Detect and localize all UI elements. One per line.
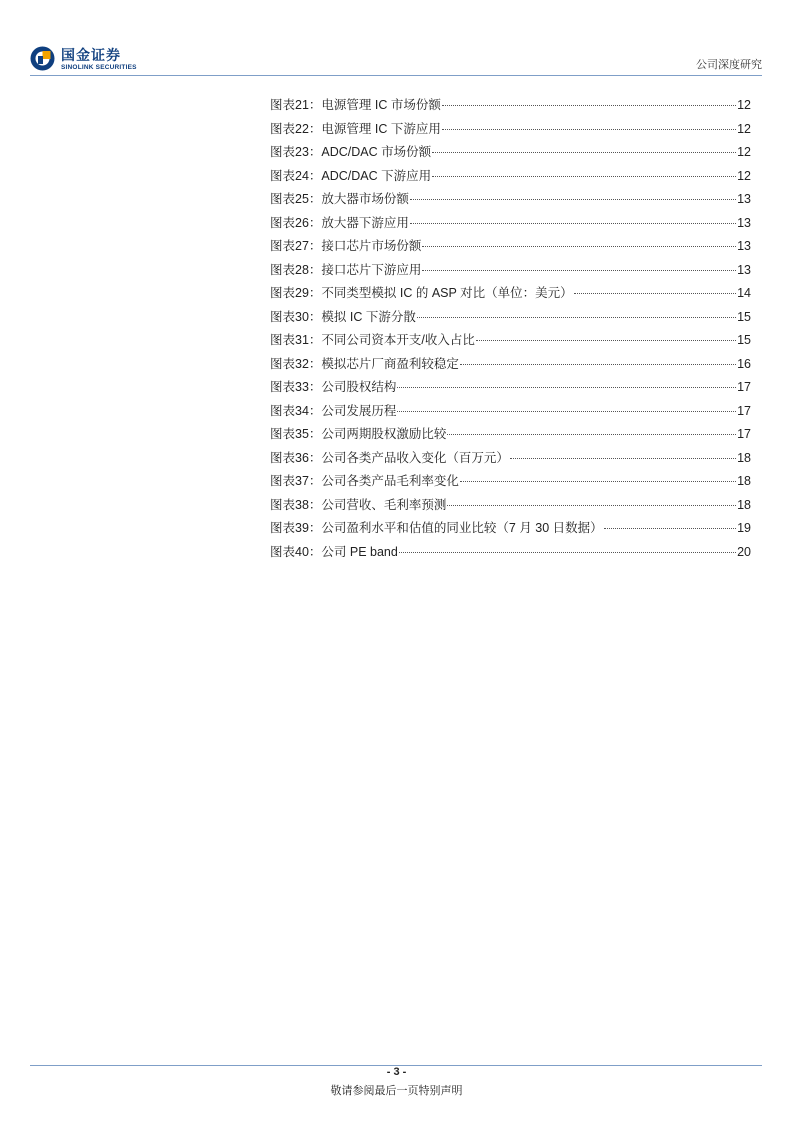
toc-entry-page: 18 — [737, 497, 751, 512]
toc-entry[interactable] — [270, 307, 751, 331]
company-logo — [30, 44, 160, 74]
logo-english-name: SINOLINK SECURITIES — [61, 64, 137, 71]
toc-entry-page: 18 — [737, 474, 751, 488]
toc-entry-label: 图表40：公司 PE band — [270, 544, 398, 559]
report-type-label: 公司深度研究 — [696, 59, 762, 71]
toc-dot-leader — [574, 293, 737, 294]
toc-entry-page: 18 — [737, 450, 751, 465]
toc-entry-page: 19 — [737, 521, 751, 535]
header-divider — [30, 75, 762, 76]
toc-entry-label: 图表26：放大器下游应用 — [270, 215, 409, 230]
toc-entry-page: 15 — [737, 333, 751, 347]
toc-entry[interactable] — [270, 142, 751, 166]
toc-entry[interactable] — [270, 236, 751, 260]
toc-entry-label: 图表28：接口芯片下游应用 — [270, 262, 422, 277]
toc-entry-label: 图表33：公司股权结构 — [270, 380, 397, 394]
toc-dot-leader — [442, 105, 736, 106]
toc-dot-leader — [476, 340, 736, 341]
toc-entry[interactable] — [270, 189, 751, 213]
toc-dot-leader — [510, 458, 736, 459]
toc-entry-label: 图表29：不同类型模拟 IC 的 ASP 对比（单位：美元） — [270, 286, 573, 300]
toc-entry-label: 图表39：公司盈利水平和估值的同业比较（7 月 30 日数据） — [270, 521, 603, 535]
toc-dot-leader — [422, 246, 736, 247]
toc-entry[interactable] — [270, 471, 751, 495]
toc-entry-label: 图表24：ADC/DAC 下游应用 — [270, 168, 432, 183]
page-number: - 3 - — [386, 1066, 407, 1078]
toc-entry-page: 14 — [737, 286, 751, 300]
toc-entry-page: 13 — [737, 262, 751, 277]
toc-dot-leader — [432, 152, 736, 153]
toc-entry-page: 17 — [737, 403, 751, 418]
sinolink-logo-icon — [30, 46, 55, 71]
toc-entry-page: 20 — [737, 544, 751, 559]
toc-entry-label: 图表35：公司两期股权激励比较 — [270, 427, 447, 441]
toc-entry-label: 图表36：公司各类产品收入变化（百万元） — [270, 450, 509, 465]
toc-dot-leader — [399, 552, 736, 553]
page-header — [30, 44, 762, 74]
toc-dot-leader — [604, 528, 736, 529]
toc-entry[interactable] — [270, 260, 751, 284]
toc-dot-leader — [447, 434, 736, 435]
toc-entry-page: 13 — [737, 215, 751, 230]
toc-entry[interactable] — [270, 213, 751, 237]
toc-entry-label: 图表21：电源管理 IC 市场份额 — [270, 98, 441, 112]
logo-chinese-name: 国金证券 — [61, 47, 121, 63]
toc-entry[interactable] — [270, 166, 751, 190]
toc-dot-leader — [397, 387, 736, 388]
toc-entry-label: 图表23：ADC/DAC 市场份额 — [270, 145, 432, 159]
toc-dot-leader — [410, 199, 736, 200]
toc-entry[interactable] — [270, 424, 751, 448]
toc-entry[interactable] — [270, 330, 751, 354]
toc-entry[interactable] — [270, 119, 751, 143]
toc-entry-label: 图表32：模拟芯片厂商盈利较稳定 — [270, 356, 459, 371]
toc-entry[interactable] — [270, 495, 751, 519]
toc-entry-label: 图表34：公司发展历程 — [270, 403, 397, 418]
figure-list-toc — [270, 95, 751, 565]
toc-entry[interactable] — [270, 518, 751, 542]
toc-dot-leader — [432, 176, 736, 177]
toc-entry-label: 图表31：不同公司资本开支/收入占比 — [270, 333, 475, 347]
toc-entry[interactable] — [270, 377, 751, 401]
toc-entry[interactable] — [270, 95, 751, 119]
toc-entry-page: 12 — [737, 121, 751, 136]
toc-entry-page: 12 — [737, 145, 751, 159]
toc-dot-leader — [447, 505, 736, 506]
toc-entry[interactable] — [270, 401, 751, 425]
toc-entry-label: 图表37：公司各类产品毛利率变化 — [270, 474, 459, 488]
toc-dot-leader — [460, 481, 736, 482]
toc-entry-page: 13 — [737, 192, 751, 206]
toc-entry[interactable] — [270, 283, 751, 307]
toc-entry-page: 12 — [737, 98, 751, 112]
toc-entry[interactable] — [270, 354, 751, 378]
toc-entry[interactable] — [270, 542, 751, 566]
toc-dot-leader — [397, 411, 736, 412]
toc-entry-label: 图表38：公司营收、毛利率预测 — [270, 497, 447, 512]
toc-entry-page: 17 — [737, 380, 751, 394]
toc-entry-label: 图表22：电源管理 IC 下游应用 — [270, 121, 441, 136]
toc-entry-page: 12 — [737, 168, 751, 183]
toc-entry-page: 16 — [737, 356, 751, 371]
toc-dot-leader — [442, 129, 736, 130]
toc-entry-page: 15 — [737, 309, 751, 324]
toc-entry-label: 图表25：放大器市场份额 — [270, 192, 409, 206]
toc-dot-leader — [422, 270, 736, 271]
toc-entry-label: 图表30：模拟 IC 下游分散 — [270, 309, 416, 324]
toc-dot-leader — [417, 317, 736, 318]
toc-entry-page: 17 — [737, 427, 751, 441]
disclaimer-note: 敬请参阅最后一页特别声明 — [330, 1085, 463, 1097]
toc-entry-label: 图表27：接口芯片市场份额 — [270, 239, 422, 253]
toc-entry[interactable] — [270, 448, 751, 472]
toc-dot-leader — [410, 223, 736, 224]
toc-entry-page: 13 — [737, 239, 751, 253]
toc-dot-leader — [460, 364, 736, 365]
